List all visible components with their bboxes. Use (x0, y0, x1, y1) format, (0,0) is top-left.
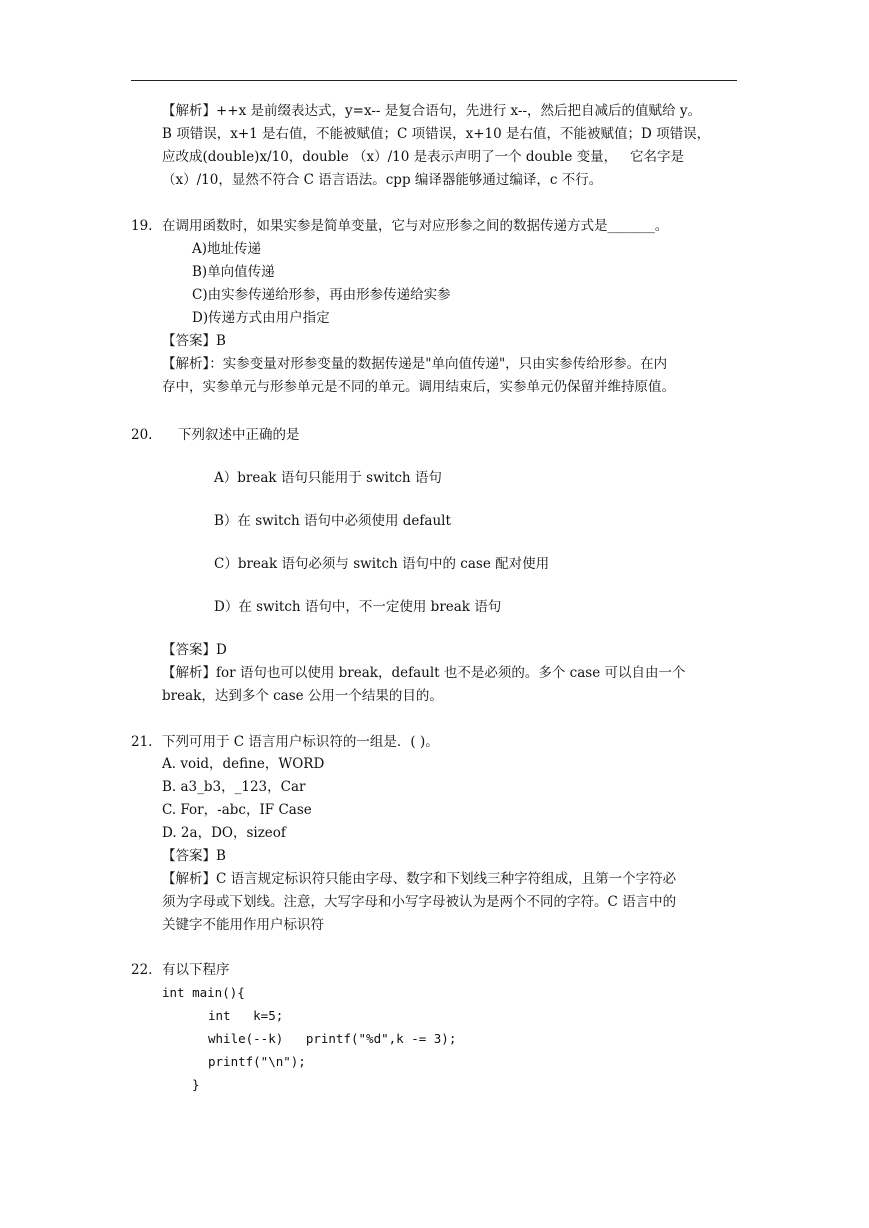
q19-option-c: C)由实参传递给形参，再由形参传递给实参 (192, 287, 451, 303)
q20-analysis-line-2: break，达到多个 case 公用一个结果的目的。 (162, 688, 443, 704)
q20-stem: 下列叙述中正确的是 (178, 427, 300, 443)
q18-analysis-line-2: B 项错误，x+1 是右值，不能被赋值；C 项错误，x+10 是右值，不能被赋值；D 项错误， (162, 126, 711, 142)
q19-answer: 【答案】B (162, 333, 226, 349)
q22-code-line-4: printf("\n"); (208, 1054, 306, 1069)
q22-stem: 有以下程序 (162, 962, 230, 978)
q20-option-c: C）break 语句必须与 switch 语句中的 case 配对使用 (214, 556, 550, 572)
header-rule (131, 80, 737, 81)
q21-option-c: C. For，-abc，IF Case (162, 802, 312, 818)
q19-option-b: B)单向值传递 (192, 264, 275, 280)
q22-code-line-3: while(--k) printf("%d",k -= 3); (208, 1031, 457, 1046)
q19-option-a: A)地址传递 (192, 241, 262, 257)
q21-analysis-line-3: 关键字不能用作用户标识符 (162, 917, 324, 933)
q22-code-line-1: int main(){ (162, 985, 245, 1000)
q18-analysis-line-3: 应改成(double)x/10，double （x）/10 是表示声明了一个 double 变量， 它名字是 (162, 149, 684, 165)
q21-option-d: D. 2a，DO，sizeof (162, 825, 286, 841)
q21-option-b: B. a3_b3，_123，Car (162, 779, 306, 795)
q20-option-d: D）在 switch 语句中，不一定使用 break 语句 (214, 599, 502, 615)
q20-number: 20. (131, 427, 153, 443)
q19-analysis-line-2: 存中，实参单元与形参单元是不同的单元。调用结束后，实参单元仍保留并维持原值。 (162, 379, 675, 395)
q21-option-a: A. void，define，WORD (162, 756, 325, 772)
q22-number: 22. (131, 962, 153, 978)
q20-analysis-line-1: 【解析】for 语句也可以使用 break，default 也不是必须的。多个 case 可以自由一个 (162, 665, 686, 681)
q18-analysis-line-1: 【解析】++x 是前缀表达式，y=x-- 是复合语句，先进行 x--，然后把自减后的值赋给 y。 (162, 103, 701, 119)
q19-number: 19. (131, 218, 153, 234)
q21-stem: 下列可用于 C 语言用户标识符的一组是．( )。 (162, 734, 439, 750)
q19-option-d: D)传递方式由用户指定 (192, 310, 330, 326)
q22-code-line-5: } (192, 1077, 200, 1092)
q20-option-a: A）break 语句只能用于 switch 语句 (214, 470, 442, 486)
q18-analysis-line-4: （x）/10，显然不符合 C 语言语法。cpp 编译器能够通过编译，c 不行。 (162, 172, 603, 188)
q19-analysis-line-1: 【解析】：实参变量对形参变量的数据传递是"单向值传递"，只由实参传给形参。在内 (162, 356, 668, 372)
q22-code-line-2: int k=5; (208, 1008, 284, 1023)
q21-analysis-line-2: 须为字母或下划线。注意，大写字母和小写字母被认为是两个不同的字符。C 语言中的 (162, 894, 677, 910)
q20-option-b: B）在 switch 语句中必须使用 default (214, 513, 451, 529)
q21-answer: 【答案】B (162, 848, 226, 864)
q19-stem: 在调用函数时，如果实参是简单变量，它与对应形参之间的数据传递方式是_______。 (162, 218, 669, 234)
q21-analysis-line-1: 【解析】C 语言规定标识符只能由字母、数字和下划线三种字符组成，且第一个字符必 (162, 871, 677, 887)
q20-answer: 【答案】D (162, 642, 227, 658)
q21-number: 21. (131, 734, 153, 750)
